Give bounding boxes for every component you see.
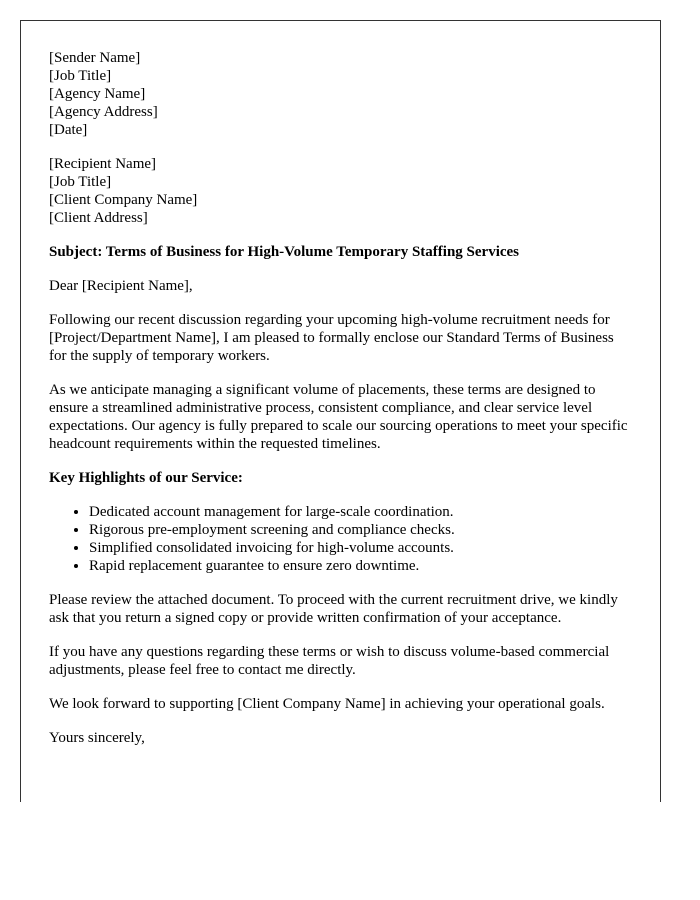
subject-line: Subject: Terms of Business for High-Volume Temporary Staffing Services: [49, 244, 520, 260]
intro-paragraph: Following our recent discussion regarding your upcoming high-volume recruitment needs for [Project/Department Name], I am pleased to formally enclose our Standard Terms of Business for the supply of temporary workers.: [49, 312, 614, 364]
highlights-list: [49, 503, 632, 575]
sender-block: [49, 49, 632, 139]
review-paragraph: Please review the attached document. To proceed with the current recruitment drive, we kindly ask that you return a signed copy or provide written confirmation of your acceptance.: [49, 592, 618, 626]
list-item: • Rigorous pre-employment screening and compliance checks.: [89, 521, 632, 539]
questions-paragraph: If you have any questions regarding these terms or wish to discuss volume-based commercial adjustments, please feel free to contact me directly.: [49, 644, 610, 678]
recipient-block: [49, 155, 632, 227]
list-item: • Rapid replacement guarantee to ensure zero downtime.: [89, 557, 632, 575]
sender-job-title: [Job Title]: [49, 68, 112, 84]
signoff: Yours sincerely,: [49, 730, 145, 746]
client-address: [Client Address]: [49, 210, 148, 226]
scope-paragraph: As we anticipate managing a significant volume of placements, these terms are designed to ensure a streamlined administrative process, consistent compliance, and clear service level expectations. Our agency is fully prepared to scale our sourcing operations to meet your specific headcount requirements within the requested timelines.: [49, 382, 628, 452]
recipient-job-title: [Job Title]: [49, 174, 112, 190]
sender-name: [Sender Name]: [49, 50, 141, 66]
highlights-heading: Key Highlights of our Service:: [49, 470, 243, 486]
list-item: • Simplified consolidated invoicing for high-volume accounts.: [89, 539, 632, 557]
look-forward-paragraph: We look forward to supporting [Client Company Name] in achieving your operational goals.: [49, 696, 605, 712]
letter-date: [Date]: [49, 122, 88, 138]
list-item: • Dedicated account management for large-scale coordination.: [89, 503, 632, 521]
letter-page: [20, 20, 661, 802]
salutation: Dear [Recipient Name],: [49, 278, 193, 294]
agency-address: [Agency Address]: [49, 104, 158, 120]
recipient-name: [Recipient Name]: [49, 156, 157, 172]
agency-name: [Agency Name]: [49, 86, 146, 102]
client-company-name: [Client Company Name]: [49, 192, 198, 208]
